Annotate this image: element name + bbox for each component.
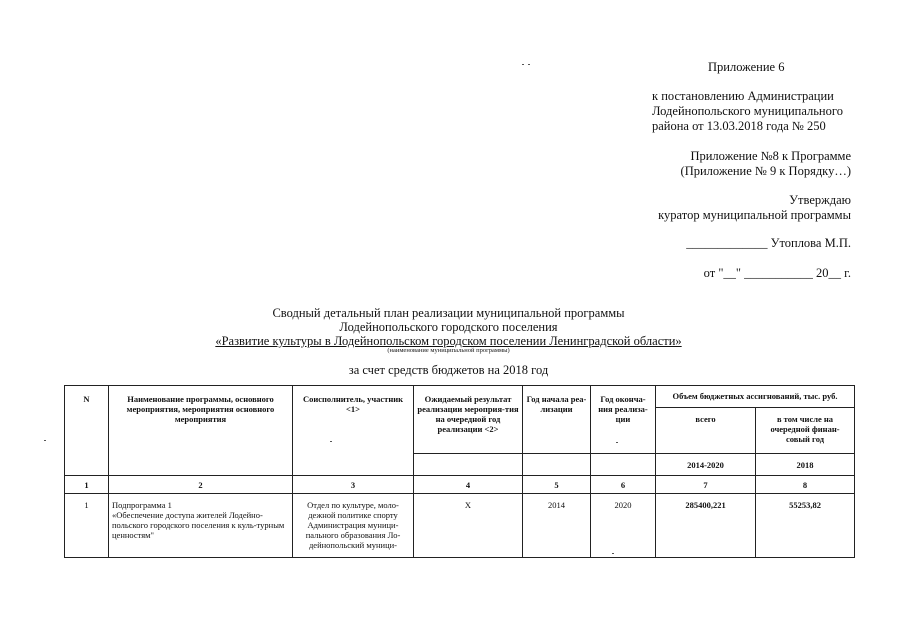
- signature-line: _____________ Утоплова М.П.: [686, 236, 851, 250]
- scan-speck: [528, 64, 530, 65]
- header-next-year: в том числе на очередной финан-совый год: [756, 408, 855, 454]
- column-number-row: [65, 476, 855, 494]
- resolution-line-3: района от 13.03.2018 года № 250: [652, 119, 826, 133]
- col-number-2: 2: [109, 476, 293, 494]
- header-result: Ожидаемый результат реализации мероприя-тия на очередной год реализации <2>: [414, 386, 523, 454]
- header-executor: Соисполнитель, участник <1>: [293, 386, 414, 476]
- col-number-7: 7: [656, 476, 756, 494]
- header-end-blank: [591, 454, 656, 476]
- header-name: Наименование программы, основного мероприятия, мероприятия основного мероприятия: [109, 386, 293, 476]
- header-n: N: [65, 386, 109, 476]
- row-end-year: 2020: [591, 494, 656, 558]
- program-appendix-label: Приложение №8 к Программе: [690, 149, 851, 163]
- resolution-line-1: к постановлению Администрации: [652, 89, 834, 103]
- header-total: всего: [656, 408, 756, 454]
- row-total: 285400,221: [656, 494, 756, 558]
- row-name-body: «Обеспечение доступа жителей Лодейно-польского городского поселения к куль-турным ценностям": [112, 510, 285, 540]
- curator-label: куратор муниципальной программы: [658, 208, 851, 222]
- program-name-note: (наименование муниципальной программы): [387, 347, 510, 354]
- resolution-line-2: Лодейнопольского муниципального: [652, 104, 843, 118]
- row-start-year: 2014: [523, 494, 591, 558]
- scan-speck: [44, 440, 46, 441]
- header-budget: Объем бюджетных ассигнований, тыс. руб.: [656, 386, 855, 408]
- header-total-period: 2014-2020: [656, 454, 756, 476]
- header-start-year: Год начала реа-лизации: [523, 386, 591, 454]
- col-number-3: 3: [293, 476, 414, 494]
- row-result: Х: [414, 494, 523, 558]
- col-number-4: 4: [414, 476, 523, 494]
- approval-block: [658, 193, 851, 223]
- row-next-year: 55253,82: [756, 494, 855, 558]
- scan-speck: [612, 553, 614, 554]
- appendix-label: Приложение 6: [708, 60, 785, 74]
- col-number-8: 8: [756, 476, 855, 494]
- header-start-blank: [523, 454, 591, 476]
- col-number-6: 6: [591, 476, 656, 494]
- approve-label: Утверждаю: [789, 193, 851, 207]
- scan-speck: [522, 64, 524, 65]
- header-end-year: Год оконча-ния реализа-ции: [591, 386, 656, 454]
- col-number-5: 5: [523, 476, 591, 494]
- scan-speck: [330, 441, 332, 442]
- program-name: «Развитие культуры в Лодейнопольском городском поселении Ленинградской области»: [215, 334, 682, 348]
- row-name-title: Подпрограмма 1: [112, 500, 172, 510]
- header-next-year-value: 2018: [756, 454, 855, 476]
- row-name: [109, 494, 293, 558]
- order-appendix-label: (Приложение № 9 к Порядку…): [680, 164, 851, 178]
- resolution-block: [652, 89, 843, 134]
- program-appendix-block: [681, 149, 851, 179]
- header-result-blank: [414, 454, 523, 476]
- plan-table: [64, 385, 855, 558]
- table-row: [65, 494, 855, 558]
- row-executor: Отдел по культуре, моло-дежной политике спорту Администрация муници-пального образования Ло-дейнопольский муници-: [293, 494, 414, 558]
- col-number-1: 1: [65, 476, 109, 494]
- date-line: от "__" ___________ 20__ г.: [703, 266, 851, 280]
- scan-speck: [616, 442, 618, 443]
- plan-title-line-2: Лодейнопольского городского поселения: [339, 320, 558, 334]
- plan-title-line-1: Сводный детальный план реализации муниципальной программы: [272, 306, 625, 320]
- row-n: 1: [65, 494, 109, 558]
- budget-year-line: за счет средств бюджетов на 2018 год: [348, 363, 549, 377]
